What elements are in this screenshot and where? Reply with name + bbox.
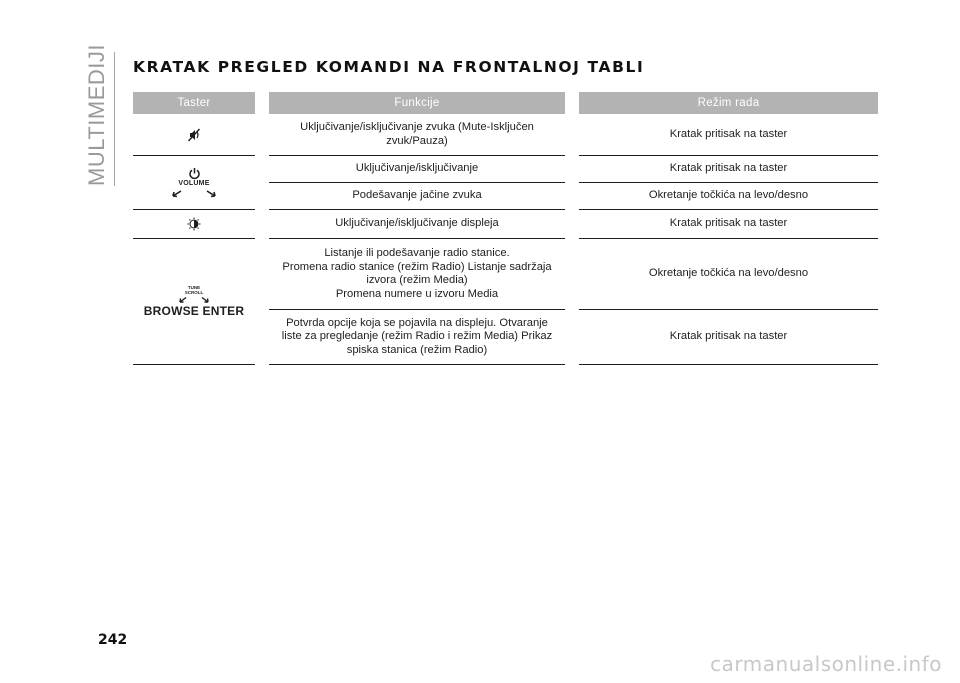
function-line: spiska stanica (režim Radio) [346,343,488,356]
function-line: Potvrda opcije koja se pojavila na displeju. Otvaranje [286,316,548,329]
function-cell [262,310,572,365]
table-header-row [133,92,878,114]
function-cell: Uključivanje/isključivanje zvuka (Mute-Isključen zvuk/Pauza) [262,114,572,156]
display-brightness-icon [187,217,201,231]
browse-knob-cell [133,239,262,365]
function-cell: Uključivanje/isključivanje displeja [262,210,572,239]
function-cell [262,239,572,310]
watermark: carmanualsonline.info [710,652,942,676]
section-tab [84,44,115,186]
function-cell: Podešavanje jačine zvuka [262,183,572,210]
power-icon [188,167,201,180]
rotate-arrows-small-icon [177,295,211,303]
section-label: MULTIMEDIJI [84,44,109,186]
function-line: Listanje ili podešavanje radio stanice. [324,247,510,259]
function-line: Promena radio stanice (režim Radio) Listanje sadržaja [282,260,552,273]
table-row [133,239,878,310]
page-number: 242 [98,632,128,648]
display-button-cell [133,210,262,239]
function-line: izvora (režim Media) [366,274,468,286]
tune-label: TUNE [187,284,201,290]
function-line: Promena numere u izvoru Media [335,287,499,300]
mode-cell: Kratak pritisak na taster [572,114,878,156]
mute-icon [187,128,201,142]
mode-cell: Kratak pritisak na taster [572,310,878,365]
mode-cell: Okretanje točkića na levo/desno [572,183,878,210]
mode-cell: Okretanje točkića na levo/desno [572,239,878,310]
controls-table [133,92,878,365]
volume-label: VOLUME [178,180,210,187]
header-taster: Taster [133,92,262,114]
table-row [133,210,878,239]
scroll-label: SCROLL [184,289,204,295]
function-line: liste za pregledanje (režim Radio i režim Media) Prikaz [281,330,553,343]
mode-cell: Kratak pritisak na taster [572,210,878,239]
browse-knob-icon [137,285,251,303]
browse-enter-label: BROWSE ENTER [143,303,245,318]
table-row [133,114,878,156]
page-title: KRATAK PREGLED KOMANDI NA FRONTALNOJ TABLI [133,58,645,76]
volume-knob-cell [133,156,262,210]
rotate-arrows-icon [169,188,219,198]
mute-button-cell [133,114,262,156]
table-row [133,156,878,183]
header-funkcije: Funkcije [262,92,572,114]
header-rezim: Režim rada [572,92,878,114]
function-cell: Uključivanje/isključivanje [262,156,572,183]
mode-cell: Kratak pritisak na taster [572,156,878,183]
